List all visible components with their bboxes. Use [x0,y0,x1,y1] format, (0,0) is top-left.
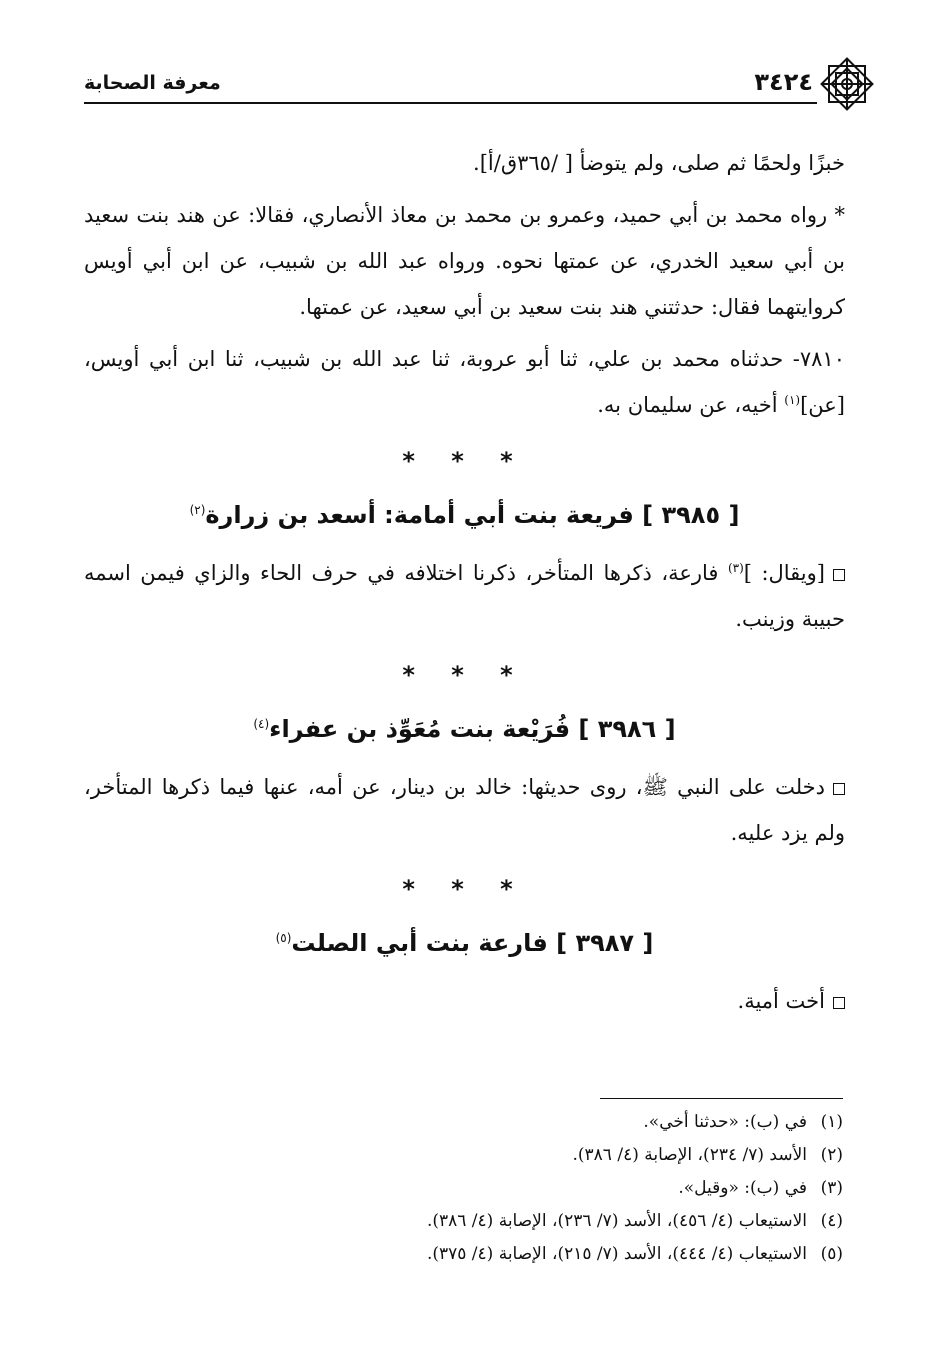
footnote-number: (٤) [820,1211,843,1231]
entry-title: [ ٣٩٨٥ ] فريعة بنت أبي أمامة: أسعد بن زرارة [205,501,740,529]
footnote-marker: (٣) [727,561,744,575]
entry-heading [84,920,845,966]
entry-text [84,764,845,856]
paragraph-text: ٧٨١٠- حدثناه محمد بن علي، ثنا أبو عروبة، ثنا عبد الله بن شبيب، ثنا ابن أبي أويس، [عن] [84,347,845,417]
section-separator: * * * [402,875,527,903]
footnote-number: (٢) [820,1145,843,1165]
footnote-item [84,1139,843,1172]
paragraph-text: أخيه، عن سليمان به. [597,393,785,417]
header-rule [84,102,817,104]
entry-text [84,550,845,642]
octagram-ornament-icon [817,54,877,114]
footnote-text: الأسد (٧/ ٢٣٤)، الإصابة (٤/ ٣٨٦). [572,1145,807,1165]
footnote-marker: (٤) [253,717,270,731]
paragraph: خبزًا ولحمًا ثم صلى، ولم يتوضأ [ /٣٦٥ق/أ]. [473,151,845,175]
entry-title: [ ٣٩٨٦ ] فُرَيْعة بنت مُعَوِّذ بن عفراء [269,715,676,743]
footnote-text: في (ب): «حدثنا أخي». [643,1112,807,1132]
entry-text-part: [ويقال: ] [743,561,825,585]
running-title: معرفة الصحابة [84,72,221,94]
footnote-item [84,1106,843,1139]
footnote-text: الاستيعاب (٤/ ٤٤٤)، الأسد (٧/ ٢١٥)، الإصابة (٤/ ٣٧٥). [426,1244,807,1264]
footnote-text: في (ب): «وقيل». [678,1178,807,1198]
entry-text-part: أخت أمية. [737,989,825,1013]
footnote-marker: (٥) [275,931,292,945]
section-separator: * * * [402,661,527,689]
footnotes [84,1106,843,1271]
footnote-number: (٥) [820,1244,843,1264]
square-bullet-icon [833,997,845,1009]
footnote-marker: (٢) [189,503,206,517]
square-bullet-icon [833,569,845,581]
footnote-marker: (١) [784,393,801,407]
footnote-rule [600,1098,843,1099]
main-text [84,140,845,1030]
footnote-text: الاستيعاب (٤/ ٤٥٦)، الأسد (٧/ ٢٣٦)، الإصابة (٤/ ٣٨٦). [426,1211,807,1231]
paragraph [84,336,845,428]
section-separator: * * * [402,447,527,475]
entry-text-part: دخلت على النبي ﷺ، روى حديثها: خالد بن دينار، عن أمه، عنها فيما ذكرها المتأخر، ولم يزد عليه. [84,775,845,845]
footnote-number: (١) [820,1112,843,1132]
page-number: ٣٤٢٤ [754,68,813,96]
footnote-item [84,1172,843,1205]
entry-heading [84,706,845,752]
paragraph: * رواه محمد بن أبي حميد، وعمرو بن محمد بن معاذ الأنصاري، فقالا: عن هند بنت سعيد بن أبي سعيد الخدري، عن عمتها نحوه. ورواه عبد الله بن شبيب، عن ابن أبي أويس كروايتهما فقال: حدثتني هند بنت سعيد بن أبي سعيد، عن عمتها. [84,203,845,319]
entry-title: [ ٣٩٨٧ ] فارعة بنت أبي الصلت [291,929,654,957]
footnote-number: (٣) [820,1178,843,1198]
entry-text-part: فارعة، ذكرها المتأخر، ذكرنا اختلافه في حرف الحاء والزاي فيمن اسمه حبيبة وزينب. [84,561,845,631]
footnote-item [84,1238,843,1271]
entry-heading [84,492,845,538]
entry-text [84,978,845,1024]
square-bullet-icon [833,783,845,795]
footnote-item [84,1205,843,1238]
